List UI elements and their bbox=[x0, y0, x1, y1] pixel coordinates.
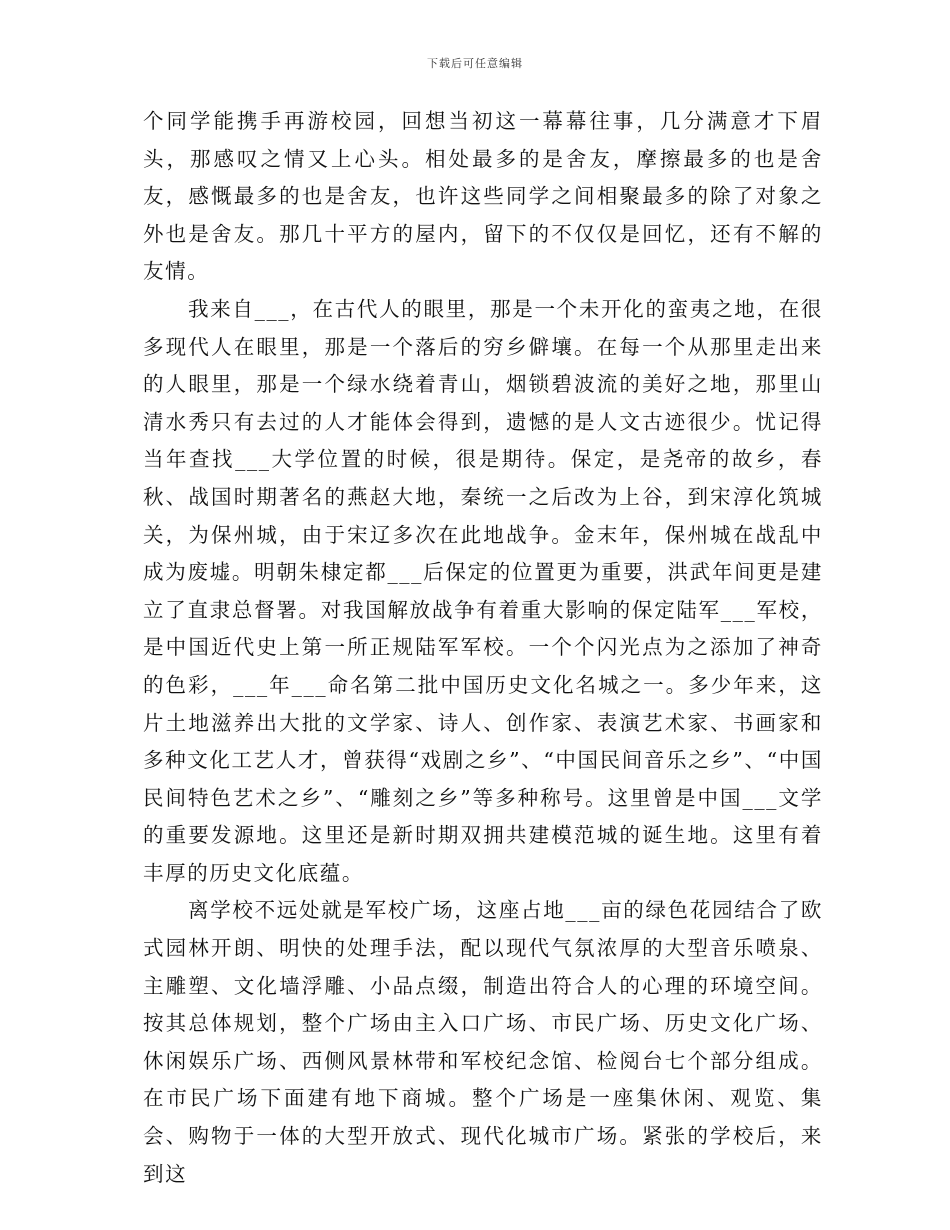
paragraph-continuation: 个同学能携手再游校园，回想当初这一幕幕往事，几分满意才下眉头，那感叹之情又上心头。相处最多的是舍友，摩擦最多的也是舍友，感慨最多的也是舍友，也许这些同学之间相聚最多的除了对象之外也是舍友。那几十平方的屋内，留下的不仅仅是回忆，还有不解的友情。 bbox=[143, 109, 823, 284]
paragraph-square: 离学校不远处就是军校广场，这座占地___亩的绿色花园结合了欧式园林开朗、明快的处理手法，配以现代气氛浓厚的大型音乐喷泉、主雕塑、文化墙浮雕、小品点缀，制造出符合人的心理的环境空间。按其总体规划，整个广场由主入口广场、市民广场、历史文化广场、休闲娱乐广场、西侧风景林带和军校纪念馆、检阅台七个部分组成。在市民广场下面建有地下商城。整个广场是一座集休闲、观览、集会、购物于一体的大型开放式、现代化城市广场。紧张的学校后，来到这 bbox=[143, 898, 823, 1186]
paragraph-hometown: 我来自___，在古代人的眼里，那是一个未开化的蛮夷之地，在很多现代人在眼里，那是一个落后的穷乡僻壤。在每一个从那里走出来的人眼里，那是一个绿水绕着青山，烟锁碧波流的美好之地，那里山清水秀只有去过的人才能体会得到，遗憾的是人文古迹很少。忧记得当年查找___大学位置的时候，很是期待。保定，是尧帝的故乡，春秋、战国时期著名的燕赵大地，秦统一之后改为上谷，到宋淳化筑城关，为保州城，由于宋辽多次在此地战争。金末年，保州城在战乱中成为废墟。明朝朱棣定都___后保定的位置更为重要，洪武年间更是建立了直隶总督署。对我国解放战争有着重大影响的保定陆军___军校，是中国近代史上第一所正规陆军军校。一个个闪光点为之添加了神奇的色彩，___年___命名第二批中国历史文化名城之一。多少年来，这片土地滋养出大批的文学家、诗人、创作家、表演艺术家、书画家和多种文化工艺人才，曾获得“戏剧之乡”、“中国民间音乐之乡”、“中国民间特色艺术之乡”、“雕刻之乡”等多种称号。这里曾是中国___文学的重要发源地。这里还是新时期双拥共建模范城的诞生地。这里有着丰厚的历史文化底蕴。 bbox=[143, 296, 823, 885]
document-body bbox=[143, 103, 823, 1193]
page-header: 下载后可任意编辑 bbox=[427, 57, 523, 70]
